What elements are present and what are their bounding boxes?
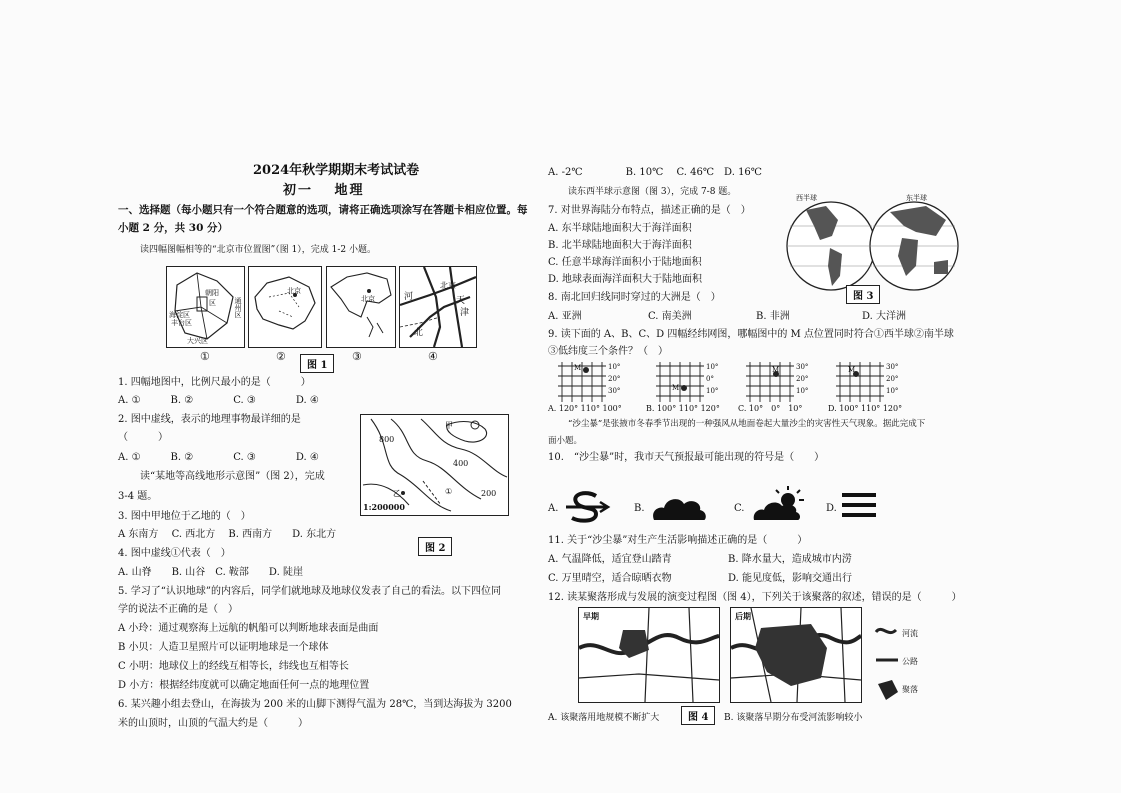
q7-stem: 7. 对世界海陆分布特点，描述正确的是（ ） xyxy=(548,205,751,216)
section-heading-2: 小题 2 分，共 30 分） xyxy=(118,222,229,234)
q9-grid-c-point: M xyxy=(772,366,780,374)
contour-map xyxy=(360,414,509,516)
q7-option-b: B. 北半球陆地面积大于海洋面积 xyxy=(548,240,692,251)
q4-options: A. 山脊 B. 山谷 C. 鞍部 D. 陡崖 xyxy=(118,567,303,578)
legend-symbols xyxy=(874,622,900,702)
contour-mark-yi: 乙 xyxy=(393,489,401,498)
contour-mark-1: ① xyxy=(445,487,453,496)
west-hemisphere-label: 西半球 xyxy=(796,194,817,202)
q9-option-b: B. 100° 110° 120° xyxy=(646,404,720,413)
q8-option-b: B. 非洲 xyxy=(756,311,790,322)
legend-river-symbol xyxy=(876,629,896,632)
map-3-number: ③ xyxy=(352,350,362,363)
q1-options: A. ① B. ② C. ③ D. ④ xyxy=(118,395,319,406)
fog-icon xyxy=(842,492,878,522)
legend-settlement-label: 聚落 xyxy=(902,685,918,694)
settlement-late-map xyxy=(730,607,862,703)
figure-3-caption: 图 3 xyxy=(846,285,880,304)
q9-grid-d-lat-1: 30° xyxy=(886,363,899,371)
q11-option-b: B. 降水量大，造成城市内涝 xyxy=(728,554,852,565)
q9-grid-b-lat-3: 10° xyxy=(706,387,719,395)
legend-road-label: 公路 xyxy=(902,657,918,666)
map-4-label-bei: 北 xyxy=(414,328,424,338)
figure-2-caption: 图 2 xyxy=(418,537,452,556)
q5-option-d: D 小方：根据经纬度就可以确定地面任何一点的地理位置 xyxy=(118,680,370,691)
q7-option-c: C. 任意半球海洋面积小于陆地面积 xyxy=(548,257,702,268)
map-3-label-beijing: 北京 xyxy=(361,295,375,303)
map-4-label-tian: 天 xyxy=(456,296,466,306)
q11-option-a: A. 气温降低，适宜登山踏青 xyxy=(548,554,672,565)
q9-grid-b-lat-2: 0° xyxy=(706,375,714,383)
contour-drawing xyxy=(361,415,508,515)
q10-stem: 10. “沙尘暴”时，我市天气预报最可能出现的符号是（ ） xyxy=(548,452,825,463)
q6-options: A. -2℃ B. 10℃ C. 46℃ D. 16℃ xyxy=(548,167,762,178)
q11-option-d: D. 能见度低，影响交通出行 xyxy=(728,573,853,584)
q6-stem-2: 米的山顶时，山顶的气温大约是（ ） xyxy=(118,718,308,729)
q3-stem: 3. 图中甲地位于乙地的（ ） xyxy=(118,511,251,522)
map-1-label-chaoyang: 朝阳 xyxy=(205,289,219,297)
east-hemisphere-label: 东半球 xyxy=(906,194,927,202)
q9-grid-c-lat-3: 10° xyxy=(796,387,809,395)
map-2-drawing xyxy=(249,267,321,347)
q9-grid-a-point: M xyxy=(574,364,582,372)
q10-option-a-label: A. xyxy=(548,503,559,514)
section-heading: 一、选择题（每小题只有一个符合题意的选项，请将正确选项涂写在答题卡相应位置。每 xyxy=(118,204,528,216)
q11-option-c: C. 万里晴空，适合晾晒衣物 xyxy=(548,573,672,584)
q10-option-d-label: D. xyxy=(826,503,837,514)
q12-stem: 12. 读某聚落形成与发展的演变过程图（图 4），下列关于该聚落的叙述，错误的是（ ） xyxy=(548,592,962,603)
legend-river-label: 河流 xyxy=(902,629,918,638)
map-2 xyxy=(248,266,322,348)
q9-grid-a-lat-1: 10° xyxy=(608,363,621,371)
q9-option-c: C. 10° 0° 10° xyxy=(738,404,803,413)
map-1-label-haidian: 海淀区 xyxy=(169,311,190,319)
contour-label-800: 800 xyxy=(379,435,395,444)
map-3-drawing xyxy=(327,267,395,347)
q8-stem: 8. 南北回归线同时穿过的大洲是（ ） xyxy=(548,292,721,303)
q9-option-a: A. 120° 110° 100° xyxy=(548,404,622,413)
q9-grid-a-lat-3: 30° xyxy=(608,387,621,395)
q9-stem: 9. 读下面的 A、B、C、D 四幅经纬网图，哪幅图中的 M 点位置同时符合①西半球②南半球 xyxy=(548,329,954,340)
q10-option-c-label: C. xyxy=(734,503,745,514)
map-4-number: ④ xyxy=(428,350,438,363)
q2-paren: （ ） xyxy=(118,432,168,443)
q9-grid-a-lat-2: 20° xyxy=(608,375,621,383)
exam-title: 2024年秋学期期末考试试卷 xyxy=(253,163,420,178)
q4-stem: 4. 图中虚线①代表（ ） xyxy=(118,548,231,559)
q5-option-b: B 小贝：人造卫星照片可以证明地球是一个球体 xyxy=(118,642,329,653)
q9-grid-d-lat-3: 10° xyxy=(886,387,899,395)
map-4-label-beijing: 北京 xyxy=(440,281,456,290)
q10-option-b-label: B. xyxy=(634,503,645,514)
map-1-number: ① xyxy=(200,350,210,363)
map-1-label-tongzhou: 通州区 xyxy=(234,297,242,318)
q2-options: A. ① B. ② C. ③ D. ④ xyxy=(118,452,319,463)
sandstorm-note-2: 面小题。 xyxy=(548,436,583,446)
late-label: 后期 xyxy=(735,611,751,621)
map-4-label-he: 河 xyxy=(404,292,414,302)
figure-1-caption: 图 1 xyxy=(300,354,334,373)
q9-grid-d-lat-2: 20° xyxy=(886,375,899,383)
q8-option-d: D. 大洋洲 xyxy=(862,311,907,322)
exam-subtitle: 初一 地理 xyxy=(283,183,365,198)
q8-option-a: A. 亚洲 xyxy=(548,311,582,322)
q7-option-d: D. 地球表面海洋面积大于陆地面积 xyxy=(548,274,703,285)
q9-option-d: D. 100° 110° 120° xyxy=(828,404,903,413)
q9-grid-b-point: M xyxy=(672,384,680,392)
q9-grids xyxy=(548,360,938,416)
q11-stem: 11. 关于“沙尘暴”对生产生活影响描述正确的是（ ） xyxy=(548,535,808,546)
map-1-label-fengtai: 丰台区 xyxy=(171,319,192,327)
q2-stem: 2. 图中虚线，表示的地理事物最详细的是 xyxy=(118,414,301,425)
q6-stem: 6. 某兴趣小组去登山，在海拔为 200 米的山脚下测得气温为 28℃，当到达海拔为 3200 xyxy=(118,699,512,710)
figure-4-caption: 图 4 xyxy=(681,706,715,725)
map-2-number: ② xyxy=(276,350,286,363)
cloudy-icon xyxy=(650,494,708,522)
contour-label-400: 400 xyxy=(453,459,469,468)
map-2-label-beijing: 北京 xyxy=(287,287,301,295)
q9-grid-b-lat-1: 10° xyxy=(706,363,719,371)
q5-stem: 5. 学习了“认识地球”的内容后，同学们就地球及地球仪发表了自己的看法。以下四位同 xyxy=(118,586,501,597)
map-3 xyxy=(326,266,396,348)
q7-option-a: A. 东半球陆地面积大于海洋面积 xyxy=(548,223,692,234)
q9-stem-2: ③低纬度三个条件？（ ） xyxy=(548,346,668,357)
map-1-label-daxing: 大兴区 xyxy=(187,337,208,345)
q3-options: A 东南方 C. 西北方 B. 西南方 D. 东北方 xyxy=(118,529,337,540)
settlement-early-map xyxy=(578,607,720,703)
intro-q3-4-line2: 3-4 题。 xyxy=(118,491,158,502)
early-label: 早期 xyxy=(583,611,599,621)
sandstorm-icon xyxy=(566,490,610,524)
contour-mark-jia: 甲 xyxy=(445,421,453,430)
q5-stem-2: 学的说法不正确的是（ ） xyxy=(118,604,238,615)
partly-cloudy-icon xyxy=(752,486,806,522)
q9-grid-d-point: M xyxy=(848,366,856,374)
map-4 xyxy=(399,266,477,348)
q1-stem: 1. 四幅地图中，比例尺最小的是（ ） xyxy=(118,377,311,388)
map-4-label-jin: 津 xyxy=(460,308,470,318)
contour-scale: 1:200000 xyxy=(363,502,405,512)
map-1 xyxy=(166,266,245,348)
intro-q3-4: 读“某地等高线地形示意图”（图 2），完成 xyxy=(140,471,325,482)
legend-settlement-symbol xyxy=(878,680,898,700)
q8-option-c: C. 南美洲 xyxy=(648,311,692,322)
intro-q1-2: 读四幅图幅相等的“北京市位置图”（图 1），完成 1-2 小题。 xyxy=(140,245,377,255)
contour-label-200: 200 xyxy=(481,489,497,498)
q9-grid-c-lat-1: 30° xyxy=(796,363,809,371)
sandstorm-note: “沙尘暴”是张掖市冬春季节出现的一种强风从地面卷起大量沙尘的灾害性天气现象。据此完成下 xyxy=(568,419,926,429)
q5-option-c: C 小明：地球仪上的经线互相等长，纬线也互相等长 xyxy=(118,661,349,672)
q9-grid-c-lat-2: 20° xyxy=(796,375,809,383)
settlement-early-drawing xyxy=(579,608,719,702)
map-1-label-qu: 区 xyxy=(209,299,216,307)
intro-q7-8: 读东西半球示意图（图 3），完成 7-8 题。 xyxy=(568,187,737,197)
q12-option-a: A. 该聚落用地规模不断扩大 xyxy=(548,713,660,723)
q12-option-b: B. 该聚落早期分布受河流影响较小 xyxy=(724,713,863,723)
q5-option-a: A 小玲：通过观察海上远航的帆船可以判断地球表面是曲面 xyxy=(118,623,379,634)
